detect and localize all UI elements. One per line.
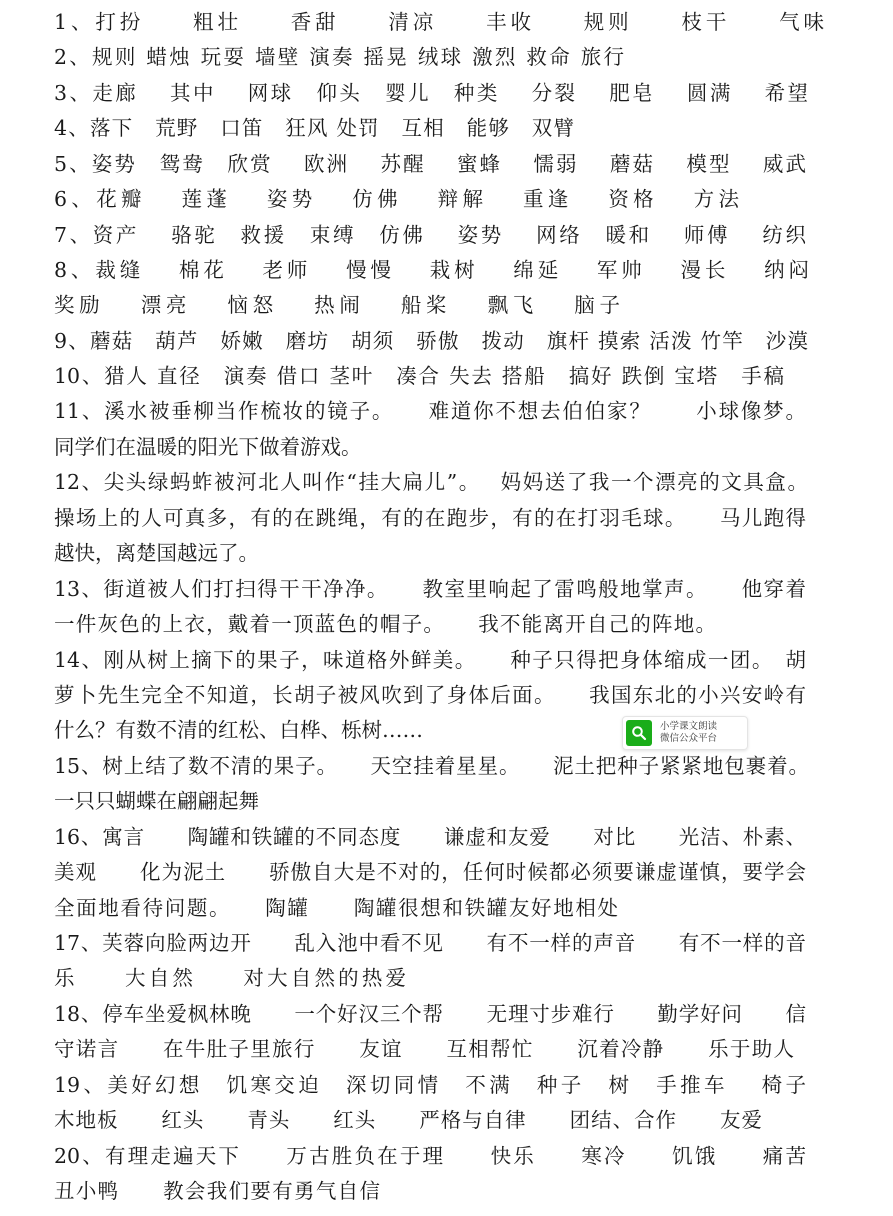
text-line: 8、裁缝 棉花 老师 慢慢 栽树 绵延 军帅 漫长 纳闷 [54, 258, 809, 282]
text-line: 11、溪水被垂柳当作梳妆的镜子。 难道你不想去伯伯家？ 小球像梦。 [54, 399, 806, 423]
text-line: 6、花瓣 莲蓬 姿势 仿佛 辩解 重逢 资格 方法 [54, 187, 739, 211]
text-line: 乐 大自然 对大自然的热爱 [54, 966, 406, 990]
text-line: 全面地看待问题。 陶罐 陶罐很想和铁罐友好地相处 [54, 896, 618, 920]
text-line: 18、停车坐爱枫林晚 一个好汉三个帮 无理寸步难行 勤学好问 信 [54, 1002, 806, 1026]
text-line: 什么？有数不清的红松、白桦、栎树…… [54, 718, 423, 742]
text-line: 一只只蝴蝶在翩翩起舞 [54, 789, 259, 813]
text-line: 守诺言 在牛肚子里旅行 友谊 互相帮忙 沉着冷静 乐于助人 [54, 1037, 794, 1061]
text-line: 美观 化为泥土 骄傲自大是不对的，任何时候都必须要谦虚谨慎，要学会 [54, 860, 806, 884]
text-line: 丑小鸭 教会我们要有勇气自信 [54, 1179, 380, 1203]
text-line: 4、落下 荒野 口笛 狂风 处罚 互相 能够 双臂 [54, 116, 574, 140]
text-line: 15、树上结了数不清的果子。 天空挂着星星。 泥土把种子紧紧地包裹着。 [54, 754, 809, 778]
text-line: 12、尖头绿蚂蚱被河北人叫作“挂大扁儿”。 妈妈送了我一个漂亮的文具盒。 [54, 470, 808, 494]
text-line: 19、美好幻想 饥寒交迫 深切同情 不满 种子 树 手推车 椅子 [54, 1073, 806, 1097]
text-line: 17、芙蓉向脸两边开 乱入池中看不见 有不一样的声音 有不一样的音 [54, 931, 806, 955]
text-line: 13、街道被人们打扫得干干净净。 教室里响起了雷鸣般地掌声。 他穿着 [54, 577, 806, 601]
watermark-line-1: 小学课文朗读 [660, 721, 718, 732]
search-icon [626, 720, 652, 746]
watermark-badge [622, 716, 748, 750]
text-line: 3、走廊 其中 网球 仰头 婴儿 种类 分裂 肥皂 圆满 希望 [54, 81, 808, 105]
text-line: 操场上的人可真多，有的在跳绳，有的在跑步，有的在打羽毛球。 马儿跑得 [54, 506, 806, 530]
text-line: 奖励 漂亮 恼怒 热闹 船桨 飘飞 脑子 [54, 293, 620, 317]
text-line: 1、打扮 粗壮 香甜 清凉 丰收 规则 枝干 气味 [54, 10, 824, 34]
text-line: 木地板 红头 青头 红头 严格与自律 团结、合作 友爱 [54, 1108, 762, 1132]
text-line: 14、刚从树上摘下的果子，味道格外鲜美。 种子只得把身体缩成一团。 胡 [54, 648, 806, 672]
text-line: 5、姿势 鸳鸯 欣赏 欧洲 苏醒 蜜蜂 懦弱 蘑菇 模型 威武 [54, 152, 806, 176]
text-line: 20、有理走遍天下 万古胜负在于理 快乐 寒冷 饥饿 痛苦 [54, 1144, 806, 1168]
text-line: 16、寓言 陶罐和铁罐的不同态度 谦虚和友爱 对比 光洁、朴素、 [54, 825, 806, 849]
text-line: 10、猎人 直径 演奏 借口 茎叶 凑合 失去 搭船 搞好 跌倒 宝塔 手稿 [54, 364, 784, 388]
text-line: 越快，离楚国越远了。 [54, 541, 259, 565]
text-line: 9、蘑菇 葫芦 娇嫩 磨坊 胡须 骄傲 拨动 旗杆 摸索 活泼 竹竿 沙漠 [54, 329, 808, 353]
text-line: 同学们在温暖的阳光下做着游戏。 [54, 435, 362, 459]
watermark-text [660, 721, 717, 745]
text-line: 2、规则 蜡烛 玩耍 墙壁 演奏 摇晃 绒球 激烈 救命 旅行 [54, 45, 624, 69]
text-line: 萝卜先生完全不知道，长胡子被风吹到了身体后面。 我国东北的小兴安岭有 [54, 683, 806, 707]
text-line: 一件灰色的上衣，戴着一顶蓝色的帽子。 我不能离开自己的阵地。 [54, 612, 716, 636]
text-line: 7、资产 骆驼 救援 束缚 仿佛 姿势 网络 暖和 师傅 纺织 [54, 223, 806, 247]
watermark-line-2: 微信公众平台 [660, 733, 718, 744]
